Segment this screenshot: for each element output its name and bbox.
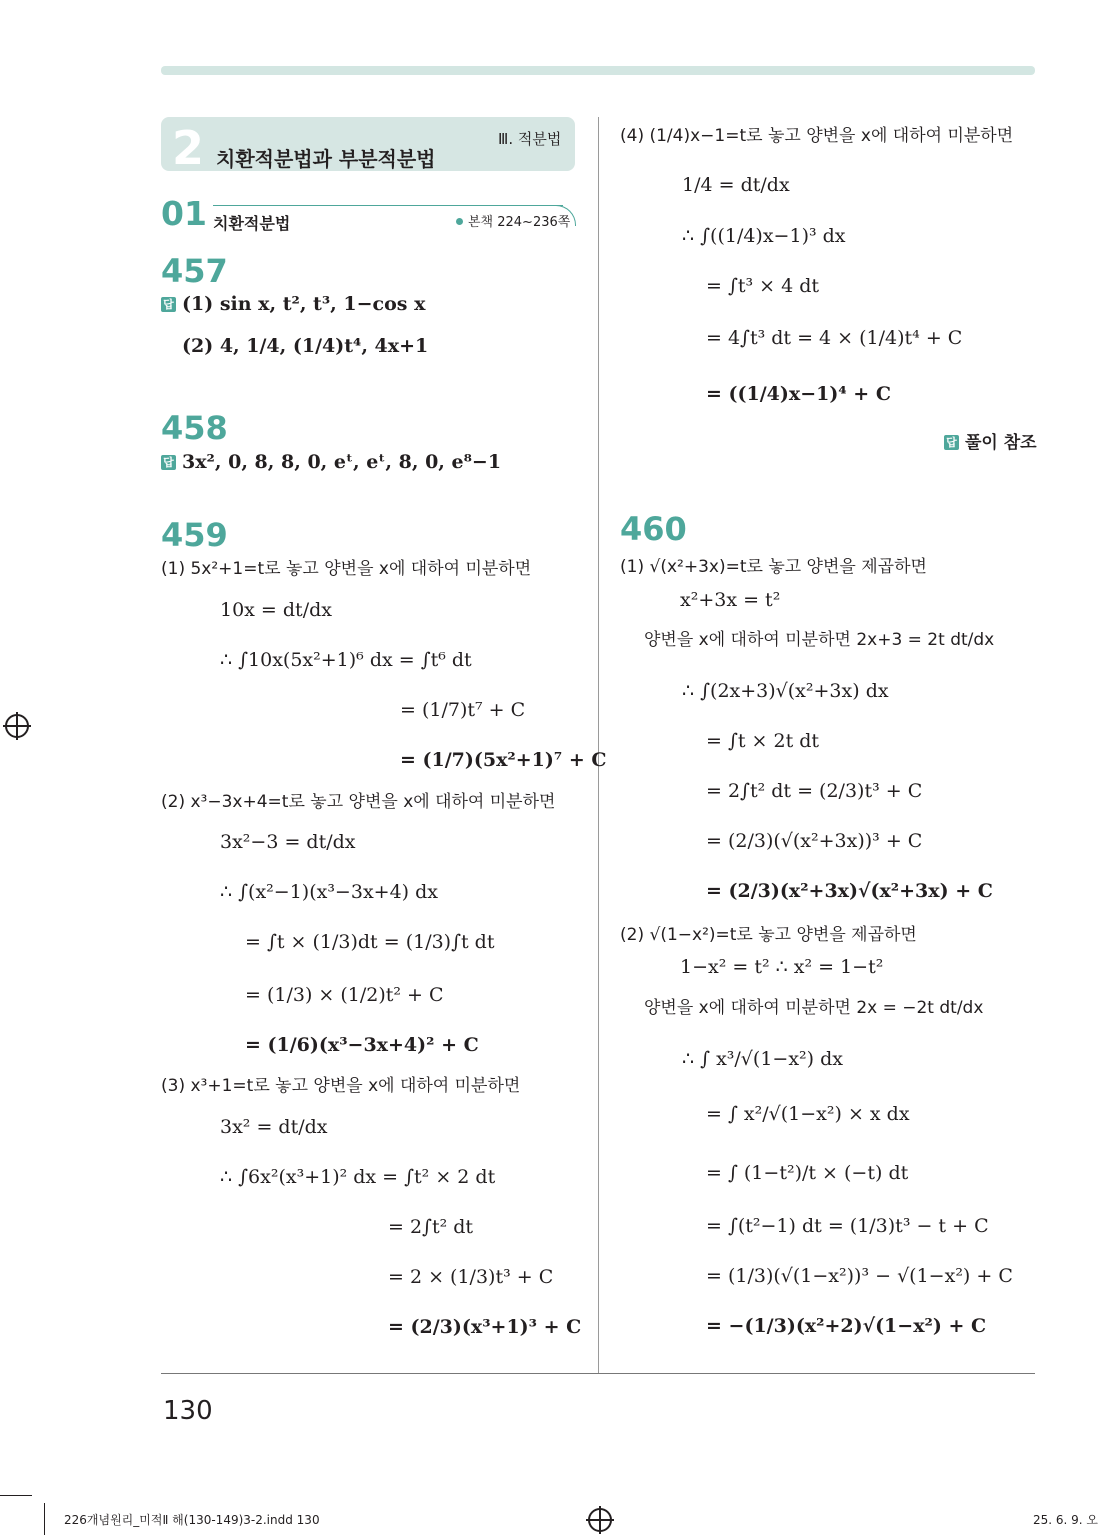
footer-file-info: 226개념원리_미적Ⅱ 해(130-149)3-2.indd 130 xyxy=(64,1513,320,1527)
solution-line: = (1/3) × (1/2)t² + C xyxy=(245,984,444,1006)
solution-line: (2) x³−3x+4=t로 놓고 양변을 x에 대하여 미분하면 xyxy=(161,792,556,812)
solution-result: = (2/3)(x²+3x)√(x²+3x) + C xyxy=(706,880,993,902)
page-number: 130 xyxy=(163,1396,213,1426)
solution-line: 양변을 x에 대하여 미분하면 2x = −2t dt/dx xyxy=(644,998,984,1018)
solution-line: (4) (1/4)x−1=t로 놓고 양변을 x에 대하여 미분하면 xyxy=(620,126,1014,146)
solution-line: = 2∫t² dt xyxy=(388,1216,474,1238)
part-label: Ⅲ. 적분법 xyxy=(498,130,562,148)
answer-tag-icon: 답 xyxy=(161,455,176,470)
solution-line: = ∫ x²/√(1−x²) × x dx xyxy=(706,1103,910,1125)
top-decorative-bar xyxy=(161,66,1035,75)
page-reference-text: 본책 224~236쪽 xyxy=(468,215,571,230)
solution-line: = ∫t³ × 4 dt xyxy=(706,275,820,297)
answer-see-solution xyxy=(944,428,1037,453)
subsection-title: 치환적분법 xyxy=(213,214,291,233)
solution-result: = (1/7)(5x²+1)⁷ + C xyxy=(400,749,607,771)
solution-line: = ∫t × 2t dt xyxy=(706,730,820,752)
solution-line: x²+3x = t² xyxy=(680,589,781,611)
problem-number-458: 458 xyxy=(161,409,228,447)
solution-line: (2) √(1−x²)=t로 놓고 양변을 제곱하면 xyxy=(620,925,917,945)
solution-result: = ((1/4)x−1)⁴ + C xyxy=(706,383,891,405)
answer-457-line2: (2) 4, 1/4, (1/4)t⁴, 4x+1 xyxy=(182,335,429,357)
solution-result: = (1/6)(x³−3x+4)² + C xyxy=(245,1034,479,1056)
section-number: 2 xyxy=(172,121,205,175)
answer-457-text1: (1) sin x, t², t³, 1−cos x xyxy=(182,293,426,315)
solution-result: = (2/3)(x³+1)³ + C xyxy=(388,1316,582,1338)
crop-mark xyxy=(44,1503,45,1535)
solution-line: = 4∫t³ dt = 4 × (1/4)t⁴ + C xyxy=(706,327,963,349)
solution-line: ∴ ∫ x³/√(1−x²) dx xyxy=(682,1048,843,1070)
solution-line: ∴ ∫((1/4)x−1)³ dx xyxy=(682,225,846,247)
registration-mark-icon xyxy=(588,1508,612,1532)
registration-mark-icon xyxy=(5,714,29,738)
subsection-rule xyxy=(213,205,563,206)
solution-line: (1) √(x²+3x)=t로 놓고 양변을 제곱하면 xyxy=(620,557,927,577)
solution-line: ∴ ∫(x²−1)(x³−3x+4) dx xyxy=(220,881,438,903)
answer-tag-icon: 답 xyxy=(161,297,176,312)
solution-line: 양변을 x에 대하여 미분하면 2x+3 = 2t dt/dx xyxy=(644,630,995,650)
solution-line: = ∫ (1−t²)/t × (−t) dt xyxy=(706,1162,909,1184)
solution-line: ∴ ∫6x²(x³+1)² dx = ∫t² × 2 dt xyxy=(220,1166,496,1188)
solution-line: 10x = dt/dx xyxy=(220,599,332,621)
solution-line: = ∫t × (1/3)dt = (1/3)∫t dt xyxy=(245,931,495,953)
page-reference xyxy=(456,211,570,230)
solution-line: = (1/7)t⁷ + C xyxy=(400,699,526,721)
answer-see-solution-text: 풀이 참조 xyxy=(965,433,1037,453)
solution-line: (3) x³+1=t로 놓고 양변을 x에 대하여 미분하면 xyxy=(161,1076,521,1096)
crop-mark xyxy=(0,1495,32,1496)
solution-line: 3x² = dt/dx xyxy=(220,1116,328,1138)
solution-result: = −(1/3)(x²+2)√(1−x²) + C xyxy=(706,1315,987,1337)
solution-line: = 2 × (1/3)t³ + C xyxy=(388,1266,554,1288)
bullet-icon xyxy=(456,218,463,225)
solution-line: = ∫(t²−1) dt = (1/3)t³ − t + C xyxy=(706,1215,989,1237)
answer-458-line1 xyxy=(161,450,501,474)
solution-line: 1/4 = dt/dx xyxy=(682,174,790,196)
problem-number-460: 460 xyxy=(620,510,687,548)
answer-tag-icon: 답 xyxy=(944,435,959,450)
subsection-number: 01 xyxy=(161,194,207,233)
solution-line: 1−x² = t² ∴ x² = 1−t² xyxy=(680,956,884,978)
answer-457-line1 xyxy=(161,292,425,316)
solution-line: = (1/3)(√(1−x²))³ − √(1−x²) + C xyxy=(706,1265,1013,1287)
problem-number-459: 459 xyxy=(161,516,228,554)
column-divider xyxy=(598,117,599,1373)
footer-date: 25. 6. 9. 오 xyxy=(1033,1513,1099,1527)
problem-number-457: 457 xyxy=(161,252,228,290)
solution-line: = (2/3)(√(x²+3x))³ + C xyxy=(706,830,923,852)
solution-line: 3x²−3 = dt/dx xyxy=(220,831,356,853)
section-title: 치환적분법과 부분적분법 xyxy=(216,147,436,171)
bottom-rule xyxy=(161,1373,1035,1374)
solution-line: ∴ ∫10x(5x²+1)⁶ dx = ∫t⁶ dt xyxy=(220,649,472,671)
solution-line: ∴ ∫(2x+3)√(x²+3x) dx xyxy=(682,680,889,702)
solution-line: (1) 5x²+1=t로 놓고 양변을 x에 대하여 미분하면 xyxy=(161,559,532,579)
solution-line: = 2∫t² dt = (2/3)t³ + C xyxy=(706,780,923,802)
answer-458-text: 3x², 0, 8, 8, 0, eᵗ, eᵗ, 8, 0, e⁸−1 xyxy=(182,451,502,473)
